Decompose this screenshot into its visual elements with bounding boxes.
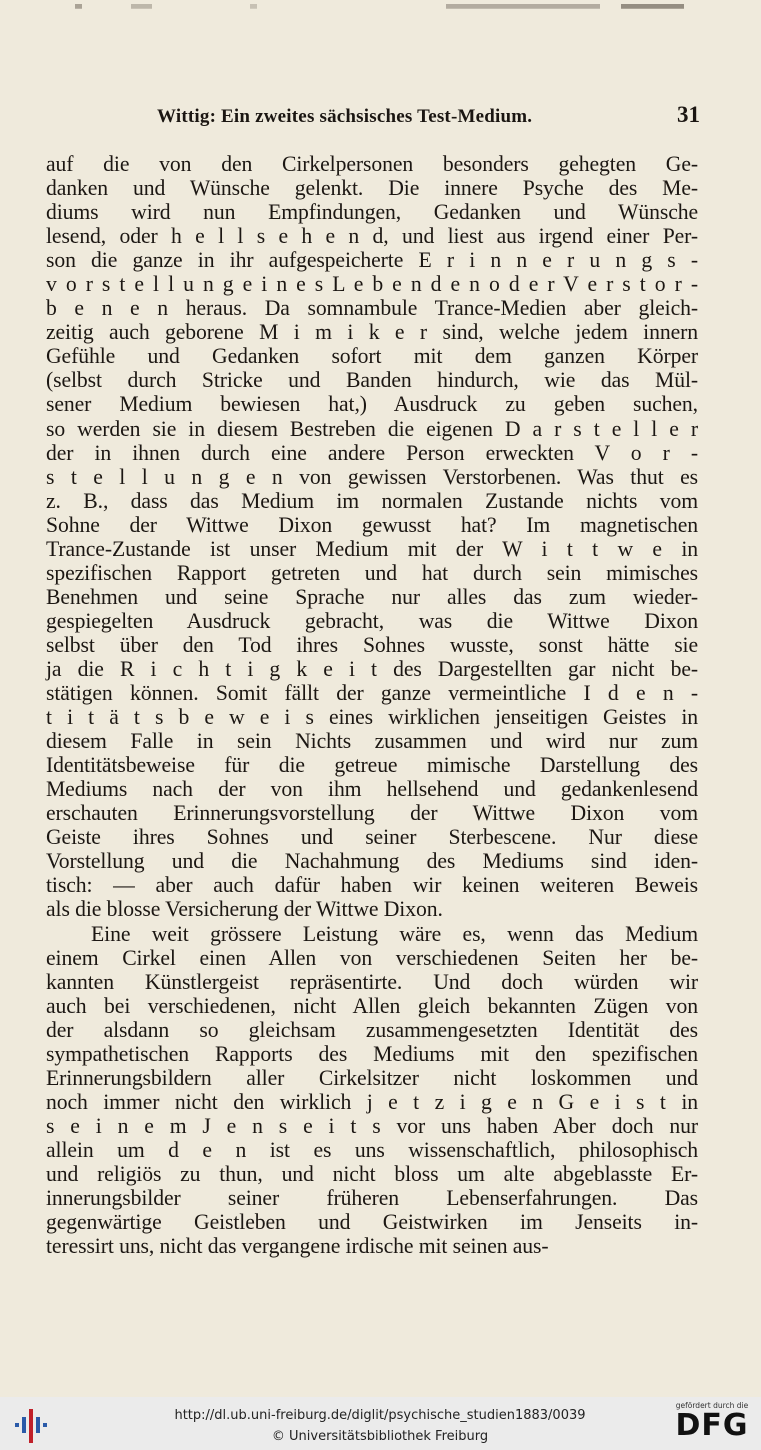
body-text — [46, 152, 698, 1258]
text-line: ja die R i c h t i g k e i t des Dargestellten gar nicht be- — [46, 656, 698, 681]
text-line: Eine weit grössere Leistung wäre es, wenn das Medium — [91, 921, 698, 946]
text-line: Geiste ihres Sohnes und seiner Sterbescene. Nur diese — [46, 825, 698, 850]
text-line: allein um d e n ist es uns wissenschaftlich, philosophisch — [46, 1137, 698, 1162]
text-line: noch immer nicht den wirklich j e t z i g e n G e i s t in — [46, 1089, 698, 1114]
text-line: der alsdann so gleichsam zusammengesetzten Identität des — [46, 1017, 698, 1042]
text-line: s e i n e m J e n s e i t s vor uns haben Aber doch nur — [46, 1113, 698, 1138]
text-line: Trance-Zustande ist unser Medium mit der W i t t w e in — [46, 536, 698, 561]
text-line: tisch: — aber auch dafür haben wir keinen weiteren Beweis — [46, 873, 698, 898]
text-line: kannten Künstlergeist repräsentirte. Und doch würden wir — [46, 969, 698, 994]
text-line: s t e l l u n g e n von gewissen Verstorbenen. Was thut es — [46, 464, 698, 489]
text-line: stätigen können. Somit fällt der ganze vermeintliche I d e n - — [46, 681, 698, 706]
footer-bar — [0, 1397, 761, 1450]
text-line: (selbst durch Stricke und Banden hindurch, wie das Mül- — [46, 368, 698, 393]
running-head — [157, 102, 707, 128]
text-line: teressirt uns, nicht das vergangene irdische mit seinen aus- — [46, 1234, 549, 1259]
text-line: der in ihnen durch eine andere Person erweckten V o r - — [46, 440, 698, 465]
text-line: Vorstellung und die Nachahmung des Mediums sind iden- — [46, 849, 698, 874]
text-line: v o r s t e l l u n g e i n e s L e b e n d e n o d e r V e r s t o r - — [46, 272, 698, 297]
text-line: diums wird nun Empfindungen, Gedanken und Wünsche — [46, 200, 698, 225]
dfg-logo-text: DFG — [675, 1408, 749, 1443]
text-line: gespiegelten Ausdruck gebracht, was die Wittwe Dixon — [46, 608, 698, 633]
text-line: selbst über den Tod ihres Sohnes wusste, sonst hätte sie — [46, 632, 698, 657]
text-line: Erinnerungsbildern aller Cirkelsitzer nicht loskommen und — [46, 1065, 698, 1090]
text-line: danken und Wünsche gelenkt. Die innere Psyche des Me- — [46, 176, 698, 201]
text-line: zeitig auch geborene M i m i k e r sind, welche jedem innern — [46, 320, 698, 345]
text-line: son die ganze in ihr aufgespeicherte E r i n n e r u n g s - — [46, 248, 698, 273]
text-line: t i t ä t s b e w e i s eines wirklichen jenseitigen Geistes in — [46, 705, 698, 730]
scan-edge-noise — [40, 0, 740, 16]
text-line: auch bei verschiedenen, nicht Allen gleich bekannten Zügen von — [46, 993, 698, 1018]
text-line: gegenwärtige Geistleben und Geistwirken im Jenseits in- — [46, 1210, 698, 1235]
text-line: b e n e n heraus. Da somnambule Trance-Medien aber gleich- — [46, 296, 698, 321]
text-line: erschauten Erinnerungsvorstellung der Wittwe Dixon vom — [46, 801, 698, 826]
text-line: Identitätsbeweise für die getreue mimische Darstellung des — [46, 753, 698, 778]
text-line: als die blosse Versicherung der Wittwe Dixon. — [46, 897, 443, 922]
footer-copyright: © Universitätsbibliothek Freiburg — [271, 1429, 489, 1444]
text-line: z. B., dass das Medium im normalen Zustande nichts vom — [46, 488, 698, 513]
dfg-caption: gefördert durch die — [675, 1401, 749, 1410]
text-line: sympathetischen Rapports des Mediums mit den spezifischen — [46, 1041, 698, 1066]
footer-url[interactable]: http://dl.ub.uni-freiburg.de/diglit/psychische_studien1883/0039 — [174, 1408, 586, 1423]
text-line: diesem Falle in sein Nichts zusammen und wird nur zum — [46, 729, 698, 754]
text-line: auf die von den Cirkelpersonen besonders gehegten Ge- — [46, 152, 698, 176]
text-line: spezifischen Rapport getreten und hat durch sein mimisches — [46, 560, 698, 585]
text-line: Gefühle und Gedanken sofort mit dem ganzen Körper — [46, 344, 698, 369]
dfg-logo[interactable] — [670, 1401, 754, 1447]
text-line: und religiös zu thun, und nicht bloss um alte abgeblasste Er- — [46, 1161, 698, 1186]
text-line: sener Medium bewiesen hat,) Ausdruck zu geben suchen, — [46, 392, 698, 417]
text-line: einem Cirkel einen Allen von verschiedenen Seiten her be- — [46, 945, 698, 970]
ub-freiburg-logo-icon — [12, 1403, 52, 1443]
text-line: Benehmen und seine Sprache nur alles das zum wieder- — [46, 584, 698, 609]
text-line: Sohne der Wittwe Dixon gewusst hat? Im magnetischen — [46, 512, 698, 537]
text-line: innerungsbilder seiner früheren Lebenserfahrungen. Das — [46, 1186, 698, 1211]
page-number: 31 — [677, 102, 700, 127]
text-line: Mediums nach der von ihm hellsehend und gedankenlesend — [46, 777, 698, 802]
text-line: lesend, oder h e l l s e h e n d, und liest aus irgend einer Per- — [46, 224, 698, 249]
text-line: so werden sie in diesem Bestreben die eigenen D a r s t e l l e r — [46, 416, 698, 441]
running-title: Wittig: Ein zweites sächsisches Test-Medium. — [157, 106, 533, 127]
